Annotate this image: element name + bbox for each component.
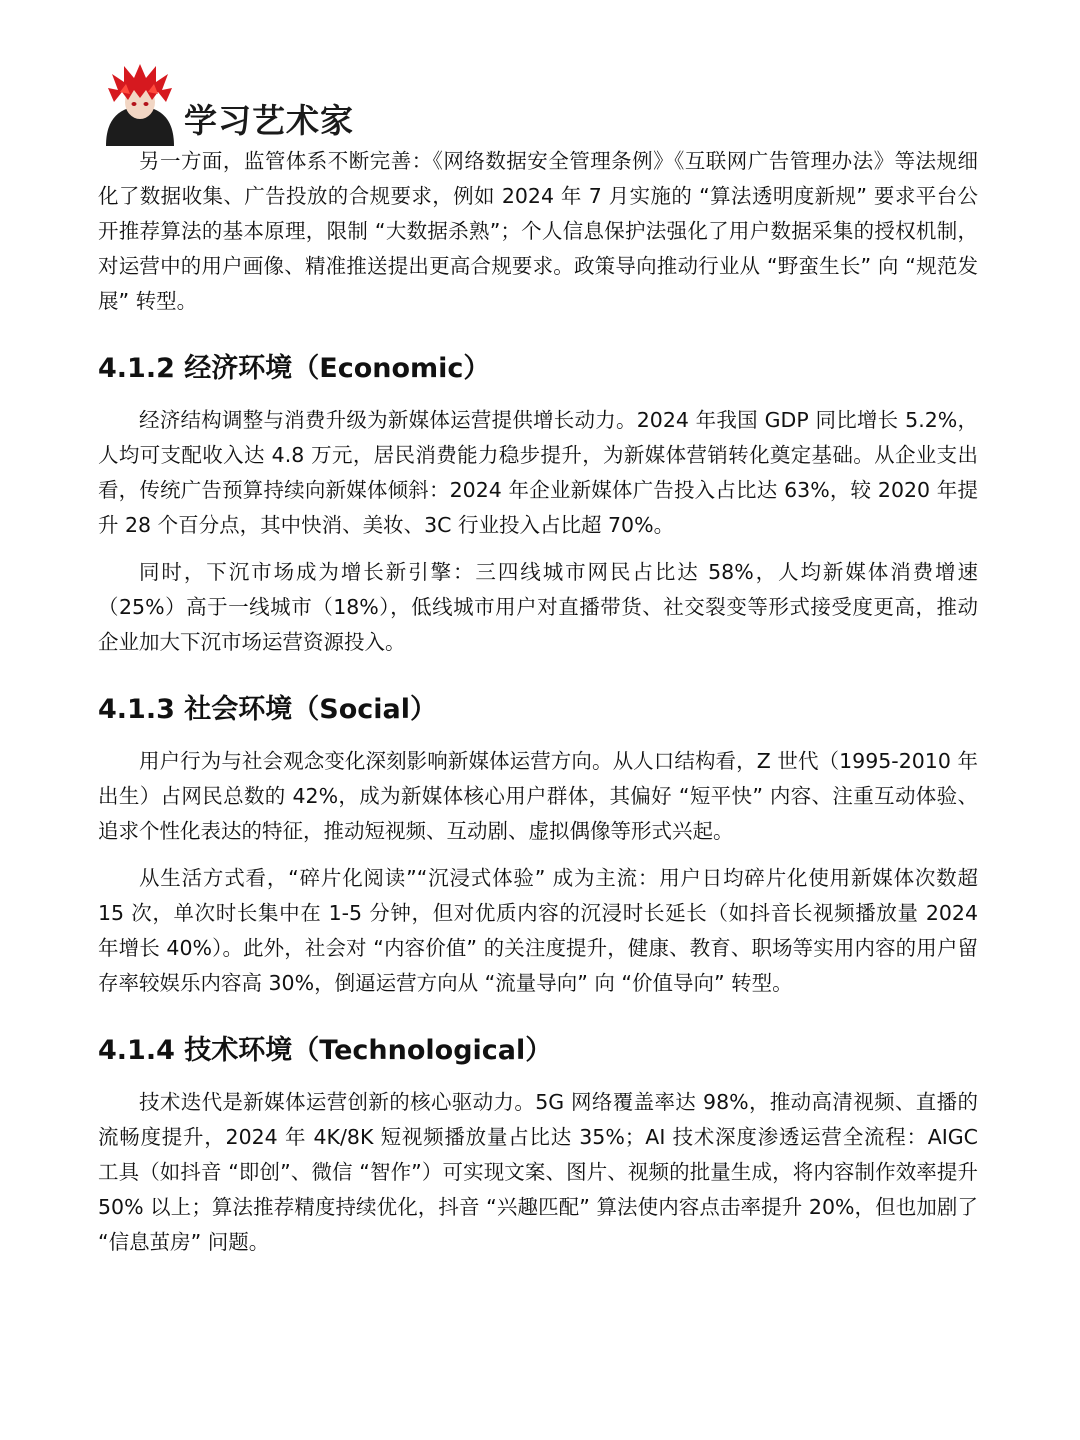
section-heading-technological: 4.1.4 技术环境（Technological） [98, 1035, 553, 1066]
document-body [98, 144, 978, 1260]
avatar-icon [100, 62, 180, 146]
paragraph: 从生活方式看，“碎片化阅读”“沉浸式体验” 成为主流：用户日均碎片化使用新媒体次数超 15 次，单次时长集中在 1-5 分钟，但对优质内容的沉浸时长延长（如抖音长视频播放量 2024 年增长 40%）。此外，社会对 “内容价值” 的关注度提升，健康、教育、职场等实用内容的用户留存率较娱乐内容高 30%，倒逼运营方向从 “流量导向” 向 “价值导向” 转型。 [98, 866, 978, 995]
paragraph: 经济结构调整与消费升级为新媒体运营提供增长动力。2024 年我国 GDP 同比增长 5.2%，人均可支配收入达 4.8 万元，居民消费能力稳步提升，为新媒体营销转化奠定基础。从企业支出看，传统广告预算持续向新媒体倾斜：2024 年企业新媒体广告投入占比达 63%，较 2020 年提升 28 个百分点，其中快消、美妆、3C 行业投入占比超 70%。 [98, 408, 978, 537]
paragraph: 技术迭代是新媒体运营创新的核心驱动力。5G 网络覆盖率达 98%，推动高清视频、直播的流畅度提升，2024 年 4K/8K 短视频播放量占比达 35%；AI 技术深度渗透运营全流程：AIGC 工具（如抖音 “即创”、微信 “智作”）可实现文案、图片、视频的批量生成，将内容制作效率提升 50% 以上；算法推荐精度持续优化，抖音 “兴趣匹配” 算法使内容点击率提升 20%，但也加剧了 “信息茧房” 问题。 [98, 1090, 978, 1254]
brand-logo [100, 62, 354, 146]
intro-paragraph: 另一方面，监管体系不断完善：《网络数据安全管理条例》《互联网广告管理办法》等法规细化了数据收集、广告投放的合规要求，例如 2024 年 7 月实施的 “算法透明度新规” 要求平台公开推荐算法的基本原理，限制 “大数据杀熟”；个人信息保护法强化了用户数据采集的授权机制，对运营中的用户画像、精准推送提出更高合规要求。政策导向推动行业从 “野蛮生长” 向 “规范发展” 转型。 [98, 149, 978, 313]
brand-name: 学习艺术家 [184, 101, 354, 140]
paragraph: 同时，下沉市场成为增长新引擎：三四线城市网民占比达 58%，人均新媒体消费增速（25%）高于一线城市（18%），低线城市用户对直播带货、社交裂变等形式接受度更高，推动企业加大下沉市场运营资源投入。 [98, 560, 978, 654]
section-heading-economic: 4.1.2 经济环境（Economic） [98, 353, 491, 384]
paragraph: 用户行为与社会观念变化深刻影响新媒体运营方向。从人口结构看，Z 世代（1995-2010 年出生）占网民总数的 42%，成为新媒体核心用户群体，其偏好 “短平快” 内容、注重互动体验、追求个性化表达的特征，推动短视频、互动剧、虚拟偶像等形式兴起。 [98, 749, 978, 843]
section-heading-social: 4.1.3 社会环境（Social） [98, 694, 438, 725]
